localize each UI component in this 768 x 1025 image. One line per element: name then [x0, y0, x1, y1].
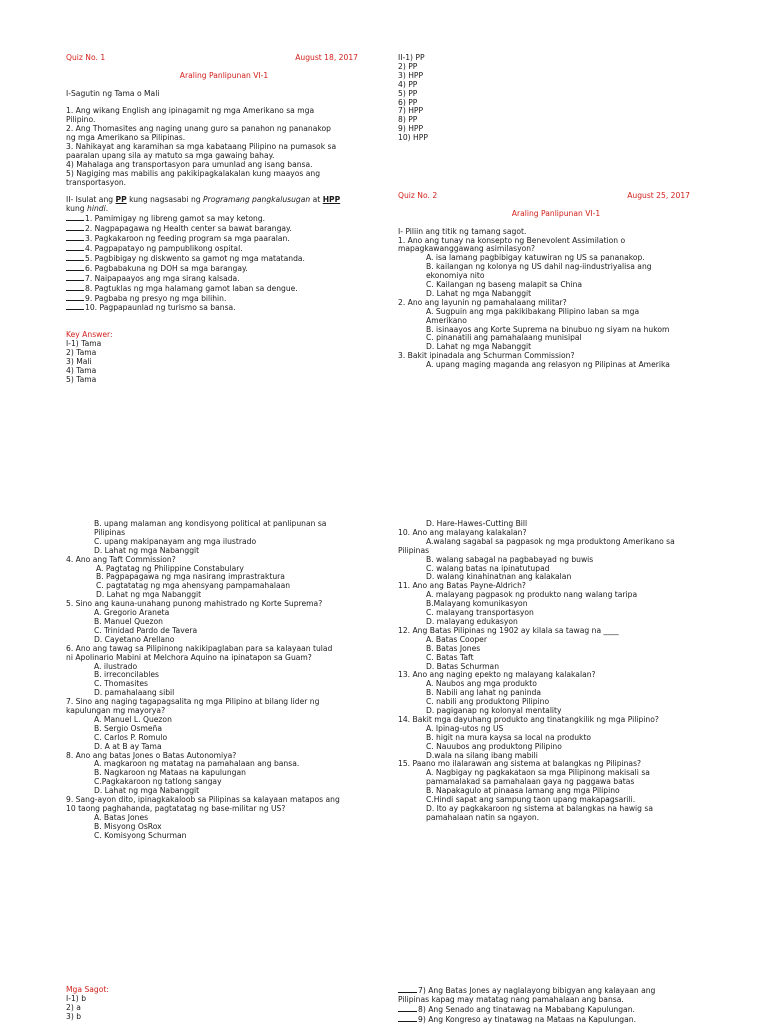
- choice-line: C. Komisyong Schurman: [94, 830, 187, 840]
- question-line: Pilipino.: [66, 115, 96, 125]
- answer-blank[interactable]: [66, 234, 84, 241]
- choice-line: A. malayang pagpasok ng produkto nang walang taripa: [426, 590, 638, 600]
- question-line: 12. Ang Batas Pilipinas ng 1902 ay kilala sa tawag na ____: [398, 625, 619, 635]
- key-answer-item: II-1) PP: [398, 53, 425, 62]
- answer-blank-item: [66, 214, 358, 224]
- choice-line: A. Nagbigay ng pagkakataon sa mga Pilipinong makisali sa: [426, 768, 650, 778]
- answer-blank[interactable]: [66, 254, 84, 261]
- key-answer-item: 2) Tama: [66, 347, 97, 357]
- choice-line: B. kailangan ng kolonya ng US dahil nag-iindustriyalisa ang: [426, 262, 652, 272]
- choice-line: B.Malayang komunikasyon: [426, 599, 528, 609]
- choice-line: A. Ipinag-utos ng US: [426, 723, 504, 733]
- question-line: 11. Ano ang Batas Payne-Aldrich?: [398, 581, 526, 591]
- key-answer-item: 9) HPP: [398, 124, 424, 134]
- choice-line: B. higit na mura kaysa sa local na produkto: [426, 732, 592, 742]
- question-line: 1. Ano ang tunay na konsepto ng Benevolent Assimilation o: [398, 235, 626, 245]
- choice-line: Pilipinas: [94, 527, 126, 537]
- choice-line: D. Lahat ng mga Nabanggit: [94, 786, 200, 796]
- answer-blank-item: [66, 284, 358, 294]
- key-answer-item: 6) PP: [398, 97, 418, 107]
- key-answers: [66, 340, 358, 385]
- answer-blank[interactable]: [66, 214, 84, 221]
- choice-line: D. Cayetano Arellano: [94, 634, 175, 644]
- choice-line: D. malayang edukasyon: [426, 616, 518, 626]
- choice-line: D. Lahat ng mga Nabanggit: [426, 342, 532, 352]
- key-answer-item: 5) PP: [398, 88, 418, 98]
- choice-line: B. Nagkaroon ng Mataas na kapulungan: [94, 768, 246, 778]
- question-line: paaralan upang sila ay matuto sa mga gawaing bahay.: [66, 150, 275, 160]
- answer-blank[interactable]: [66, 244, 84, 251]
- item-text: 4. Pagpapatayo ng pampublikong ospital.: [85, 243, 243, 253]
- key-answer-item: 10) HPP: [398, 133, 428, 143]
- answer-blank-item: [66, 274, 358, 284]
- question-line: Pilipinas: [398, 545, 430, 555]
- question-line: ng mga Amerikano sa Pilipinas.: [66, 133, 186, 143]
- answer-blank-item: [66, 224, 358, 234]
- answer-blank-item: [66, 254, 358, 264]
- part1-items: [66, 107, 358, 187]
- choice-line: C. Batas Taft: [426, 652, 474, 662]
- key-answer-item: 2) PP: [398, 61, 418, 71]
- key-answer-item: 8) PP: [398, 115, 418, 125]
- item-text: 8) Ang Senado ang tinatawag na Mababang Kapulungan.: [418, 1004, 635, 1014]
- choice-line: D. Lahat ng mga Nabanggit: [94, 545, 200, 555]
- question-line: 3. Nahikayat ang karamihan sa mga kabataang Pilipino na pumasok sa: [66, 142, 337, 152]
- quiz2-instruction: I- Piliin ang titik ng tamang sagot.: [398, 226, 527, 236]
- key-answer-item: 4) PP: [398, 79, 418, 89]
- choice-line: A. Batas Cooper: [426, 634, 487, 644]
- choice-line: A. Naubos ang mga produkto: [426, 679, 537, 689]
- choice-line: A. Gregorio Araneta: [94, 608, 170, 618]
- choice-line: C. Thomasites: [94, 679, 148, 689]
- item-text: 9. Pagbaba ng presyo ng mga bilihin.: [85, 293, 227, 303]
- item-text: 6. Pagbabakuna ng DOH sa mga barangay.: [85, 263, 248, 273]
- question-line: ni Apolinario Mabini at Melchora Aquino na ipinatapon sa Guam?: [66, 652, 312, 662]
- question-line: 13. Ano ang naging epekto ng malayang kalakalan?: [398, 670, 596, 680]
- answers-list: [66, 995, 266, 1022]
- answer-item: I-1) b: [66, 993, 87, 1003]
- choice-line: D.wala na silang ibang mabili: [426, 750, 538, 760]
- key-answer-item: 4) Tama: [66, 365, 97, 375]
- quiz2-questions: [398, 237, 690, 371]
- question-line: 5. Sino ang kauna-unahang punong mahistrado ng Korte Suprema?: [66, 599, 323, 609]
- question-line: 3. Bakit ipinadala ang Schurman Commission?: [398, 351, 575, 361]
- answer-blank-item: [66, 264, 358, 274]
- question-line: 7. Sino ang naging tagapagsalita ng mga Pilipino at bilang lider ng: [66, 697, 320, 707]
- key-answer-label: Key Answer:: [66, 330, 113, 340]
- choice-line: C.Hindi sapat ang sampung taon upang makapagsarili.: [426, 795, 636, 805]
- question-line: 4) Mahalaga ang transportasyon para umunlad ang isang bansa.: [66, 159, 313, 169]
- question-line: 5) Nagiging mas mabilis ang pakikipagkalakalan kung maayos ang: [66, 168, 321, 178]
- choice-line: D. Lahat ng mga Nabanggit: [426, 288, 532, 298]
- fill-in-section: [398, 986, 718, 1025]
- choice-line: pamamalakad sa pamahalaan gaya ng paggawa batas: [426, 777, 635, 787]
- question-line: 15. Paano mo ilalarawan ang sistema at balangkas ng Pilipinas?: [398, 759, 642, 769]
- answer-blank[interactable]: [398, 1005, 417, 1012]
- choice-line: C. nabili ang produktong Pilipino: [426, 697, 550, 707]
- key-answers-part2: [398, 54, 518, 143]
- choice-line: C. walang batas na ipinatutupad: [426, 563, 550, 573]
- quiz1-section: [66, 54, 358, 385]
- question-line: transportasyon.: [66, 177, 127, 187]
- choice-line: A. magkaroon ng matatag na pamahalaan ang bansa.: [94, 759, 300, 769]
- answers-label: Mga Sagot:: [66, 985, 109, 994]
- choice-line: A. upang maging maganda ang relasyon ng Pilipinas at Amerika: [426, 360, 670, 370]
- part2-instruction-cont: kung hindi.: [66, 204, 109, 214]
- answer-blank-item: [66, 303, 358, 313]
- item-text: 7) Ang Batas Jones ay naglalayong bibigyan ang kalayaan ang: [418, 986, 656, 995]
- choice-line: D. pamahalaang sibil: [94, 688, 175, 698]
- choice-line: D. A at B ay Tama: [94, 741, 162, 751]
- choice-line: C. upang makipanayam ang mga ilustrado: [94, 536, 257, 546]
- answer-item: 2) a: [66, 1002, 81, 1012]
- quiz1-subject: Araling Panlipunan VI-1: [179, 70, 269, 80]
- question-line: 6. Ano ang tawag sa Pilipinong nakikipaglaban para sa kalayaan tulad: [66, 643, 333, 653]
- choice-line: ekonomiya nito: [426, 271, 485, 281]
- choice-line: Amerikano: [426, 315, 467, 325]
- item-text: 1. Pamimigay ng libreng gamot sa may ketong.: [85, 214, 266, 224]
- choice-line: C. pagtatatag ng mga ahensyang pampamahalaan: [96, 581, 291, 591]
- choice-line: D. Batas Schurman: [426, 661, 500, 671]
- question-line: 2. Ano ang layunin ng pamahalaang militar?: [398, 297, 567, 307]
- question-line: kapulungan mg mayorya?: [66, 706, 166, 716]
- item-text: 2. Nagpapagawa ng Health center sa bawat barangay.: [85, 224, 292, 234]
- item-text: 8. Pagtuklas ng mga halamang gamot laban sa dengue.: [85, 283, 298, 293]
- item-text: 7. Naipapaayos ang mga sirang kalsada.: [85, 273, 240, 283]
- answer-blank[interactable]: [398, 986, 417, 993]
- choice-line: C. Trinidad Pardo de Tavera: [94, 625, 198, 635]
- choice-line: B. Sergio Osmeña: [94, 723, 162, 733]
- choice-line: pamahalaan natin sa ngayon.: [426, 812, 540, 822]
- answer-blank[interactable]: [66, 303, 84, 310]
- fill-item: [398, 1015, 718, 1025]
- part2-items: [66, 214, 358, 313]
- choice-line: B. isinaayos ang Korte Suprema na binubuo ng siyam na hukom: [426, 324, 670, 334]
- quiz2-header: [398, 192, 690, 201]
- quiz2-continued-right: [398, 520, 698, 823]
- question-line: 4. Ano ang Taft Commission?: [66, 554, 176, 564]
- answer-blank[interactable]: [66, 284, 84, 291]
- choice-line: A. Sugpuin ang mga pakikibakang Pilipino laban sa mga: [426, 306, 640, 316]
- choice-line: B. Batas Jones: [426, 643, 481, 653]
- choice-line: A. Batas Jones: [94, 812, 149, 822]
- question-line: 10. Ano ang malayang kalakalan?: [398, 527, 527, 537]
- question-line: 1. Ang wikang English ang ipinagamit ng mga Amerikano sa mga: [66, 106, 315, 116]
- choice-line: B. upang malaman ang kondisyong political at panlipunan sa: [94, 519, 327, 528]
- choice-line: C. Carlos P. Romulo: [94, 732, 168, 742]
- part2-instruction: II- Isulat ang PP kung nagsasabi ng Programang pangkalusugan at HPP: [66, 195, 341, 205]
- key-answer-item: 7) HPP: [398, 106, 424, 116]
- answer-blank-item: [66, 244, 358, 254]
- answer-blank[interactable]: [66, 224, 84, 231]
- key-answer-item: 5) Tama: [66, 374, 97, 384]
- answer-blank-item: [66, 294, 358, 304]
- answer-blank[interactable]: [66, 264, 84, 271]
- question-line: 10 taong paghahanda, pagtatatag ng base-militar ng US?: [66, 804, 286, 813]
- choice-line: C.Pagkakaroon ng tatlong sangay: [94, 777, 222, 787]
- choice-line: B. walang sabagal na pagbabayad ng buwis: [426, 554, 594, 564]
- question-line: 14. Bakit mga dayuhang produkto ang tinatangkilik ng mga Pilipino?: [398, 714, 659, 724]
- choice-line: B. irreconcilables: [94, 670, 160, 680]
- question-line: 8. Ano ang batas Jones o Batas Autonomiya?: [66, 750, 237, 760]
- choice-line: C. Kailangan ng baseng malapit sa China: [426, 280, 583, 290]
- answers-section: [66, 986, 266, 1022]
- choice-line: B. Pagpapagawa ng mga nasirang imprastraktura: [96, 572, 285, 582]
- choice-line: B. Manuel Quezon: [94, 616, 163, 626]
- quiz2-section: [398, 192, 690, 370]
- choice-line: C. pinanatili ang pamahalaang munisipal: [426, 333, 582, 343]
- choice-line: B. Nabili ang lahat ng paninda: [426, 688, 541, 698]
- item-text: Pilipinas kapag may matatag nang pamahalaan ang bansa.: [398, 994, 624, 1004]
- key-answer-item: I-1) Tama: [66, 339, 102, 348]
- quiz1-label: Quiz No. 1: [66, 53, 106, 62]
- answer-blank[interactable]: [398, 1015, 417, 1022]
- choice-line: A. ilustrado: [94, 661, 138, 671]
- answer-blank[interactable]: [66, 274, 84, 281]
- quiz2-continued-left: [66, 520, 366, 841]
- item-text: 10. Pagpapaunlad ng turismo sa bansa.: [85, 303, 236, 313]
- item-text: 5. Pagbibigay ng diskwento sa gamot ng mga matatanda.: [85, 253, 305, 263]
- choice-line: B. Napakagulo at pinaasa lamang ang mga Pilipino: [426, 786, 620, 796]
- question-line: 2. Ang Thomasites ang naging unang guro sa panahon ng pananakop: [66, 124, 331, 134]
- answer-item: 3) b: [66, 1011, 82, 1021]
- fill-item: [398, 996, 718, 1005]
- fill-item: [398, 1005, 718, 1015]
- choice-line: C. Nauubos ang produktong Pilipino: [426, 741, 562, 751]
- quiz2-subject: Araling Panlipunan VI-1: [511, 208, 601, 218]
- choice-line: A.walang sagabal sa pagpasok ng mga produktong Amerikano sa: [426, 536, 675, 546]
- item-text: 3. Pagkakaroon ng feeding program sa mga paaralan.: [85, 234, 290, 244]
- choice-line: D. Hare-Hawes-Cutting Bill: [426, 519, 528, 528]
- choice-line: D. Ito ay pagkakaroon ng sistema at balangkas na hawig sa: [426, 804, 654, 813]
- choice-line: C. malayang transportasyon: [426, 608, 534, 618]
- choice-line: A. Pagtatag ng Philippine Constabulary: [96, 563, 244, 573]
- choice-line: D. pagiganap ng kolonyal mentality: [426, 706, 562, 716]
- quiz2-date: August 25, 2017: [627, 191, 690, 200]
- quiz2-label: Quiz No. 2: [398, 191, 438, 200]
- quiz1-date: August 18, 2017: [295, 53, 358, 62]
- choice-line: A. Manuel L. Quezon: [94, 714, 172, 724]
- key-answer-item: 3) HPP: [398, 70, 424, 80]
- answer-blank[interactable]: [66, 294, 84, 301]
- answer-blank-item: [66, 234, 358, 244]
- quiz1-header: [66, 54, 358, 63]
- choice-line: D. Lahat ng mga Nabanggit: [96, 590, 202, 600]
- question-line: 9. Sang-ayon dito, ipinagkakaloob sa Pilipinas sa kalayaan matapos ang: [66, 795, 340, 805]
- question-line: mapagkawanggawang asimilasyon?: [398, 244, 536, 254]
- choice-line: B. Misyong OsRox: [94, 821, 162, 831]
- choice-line: D. walang kinahinatnan ang kalakalan: [426, 572, 572, 582]
- key-answer-item: 3) Mali: [66, 356, 92, 366]
- part1-instruction: I-Sagutin ng Tama o Mali: [66, 88, 160, 98]
- item-text: 9) Ang Kongreso ay tinatawag na Mataas na Kapulungan.: [418, 1014, 637, 1024]
- choice-line: A. isa lamang pagbibigay katuwiran ng US sa pananakop.: [426, 253, 645, 263]
